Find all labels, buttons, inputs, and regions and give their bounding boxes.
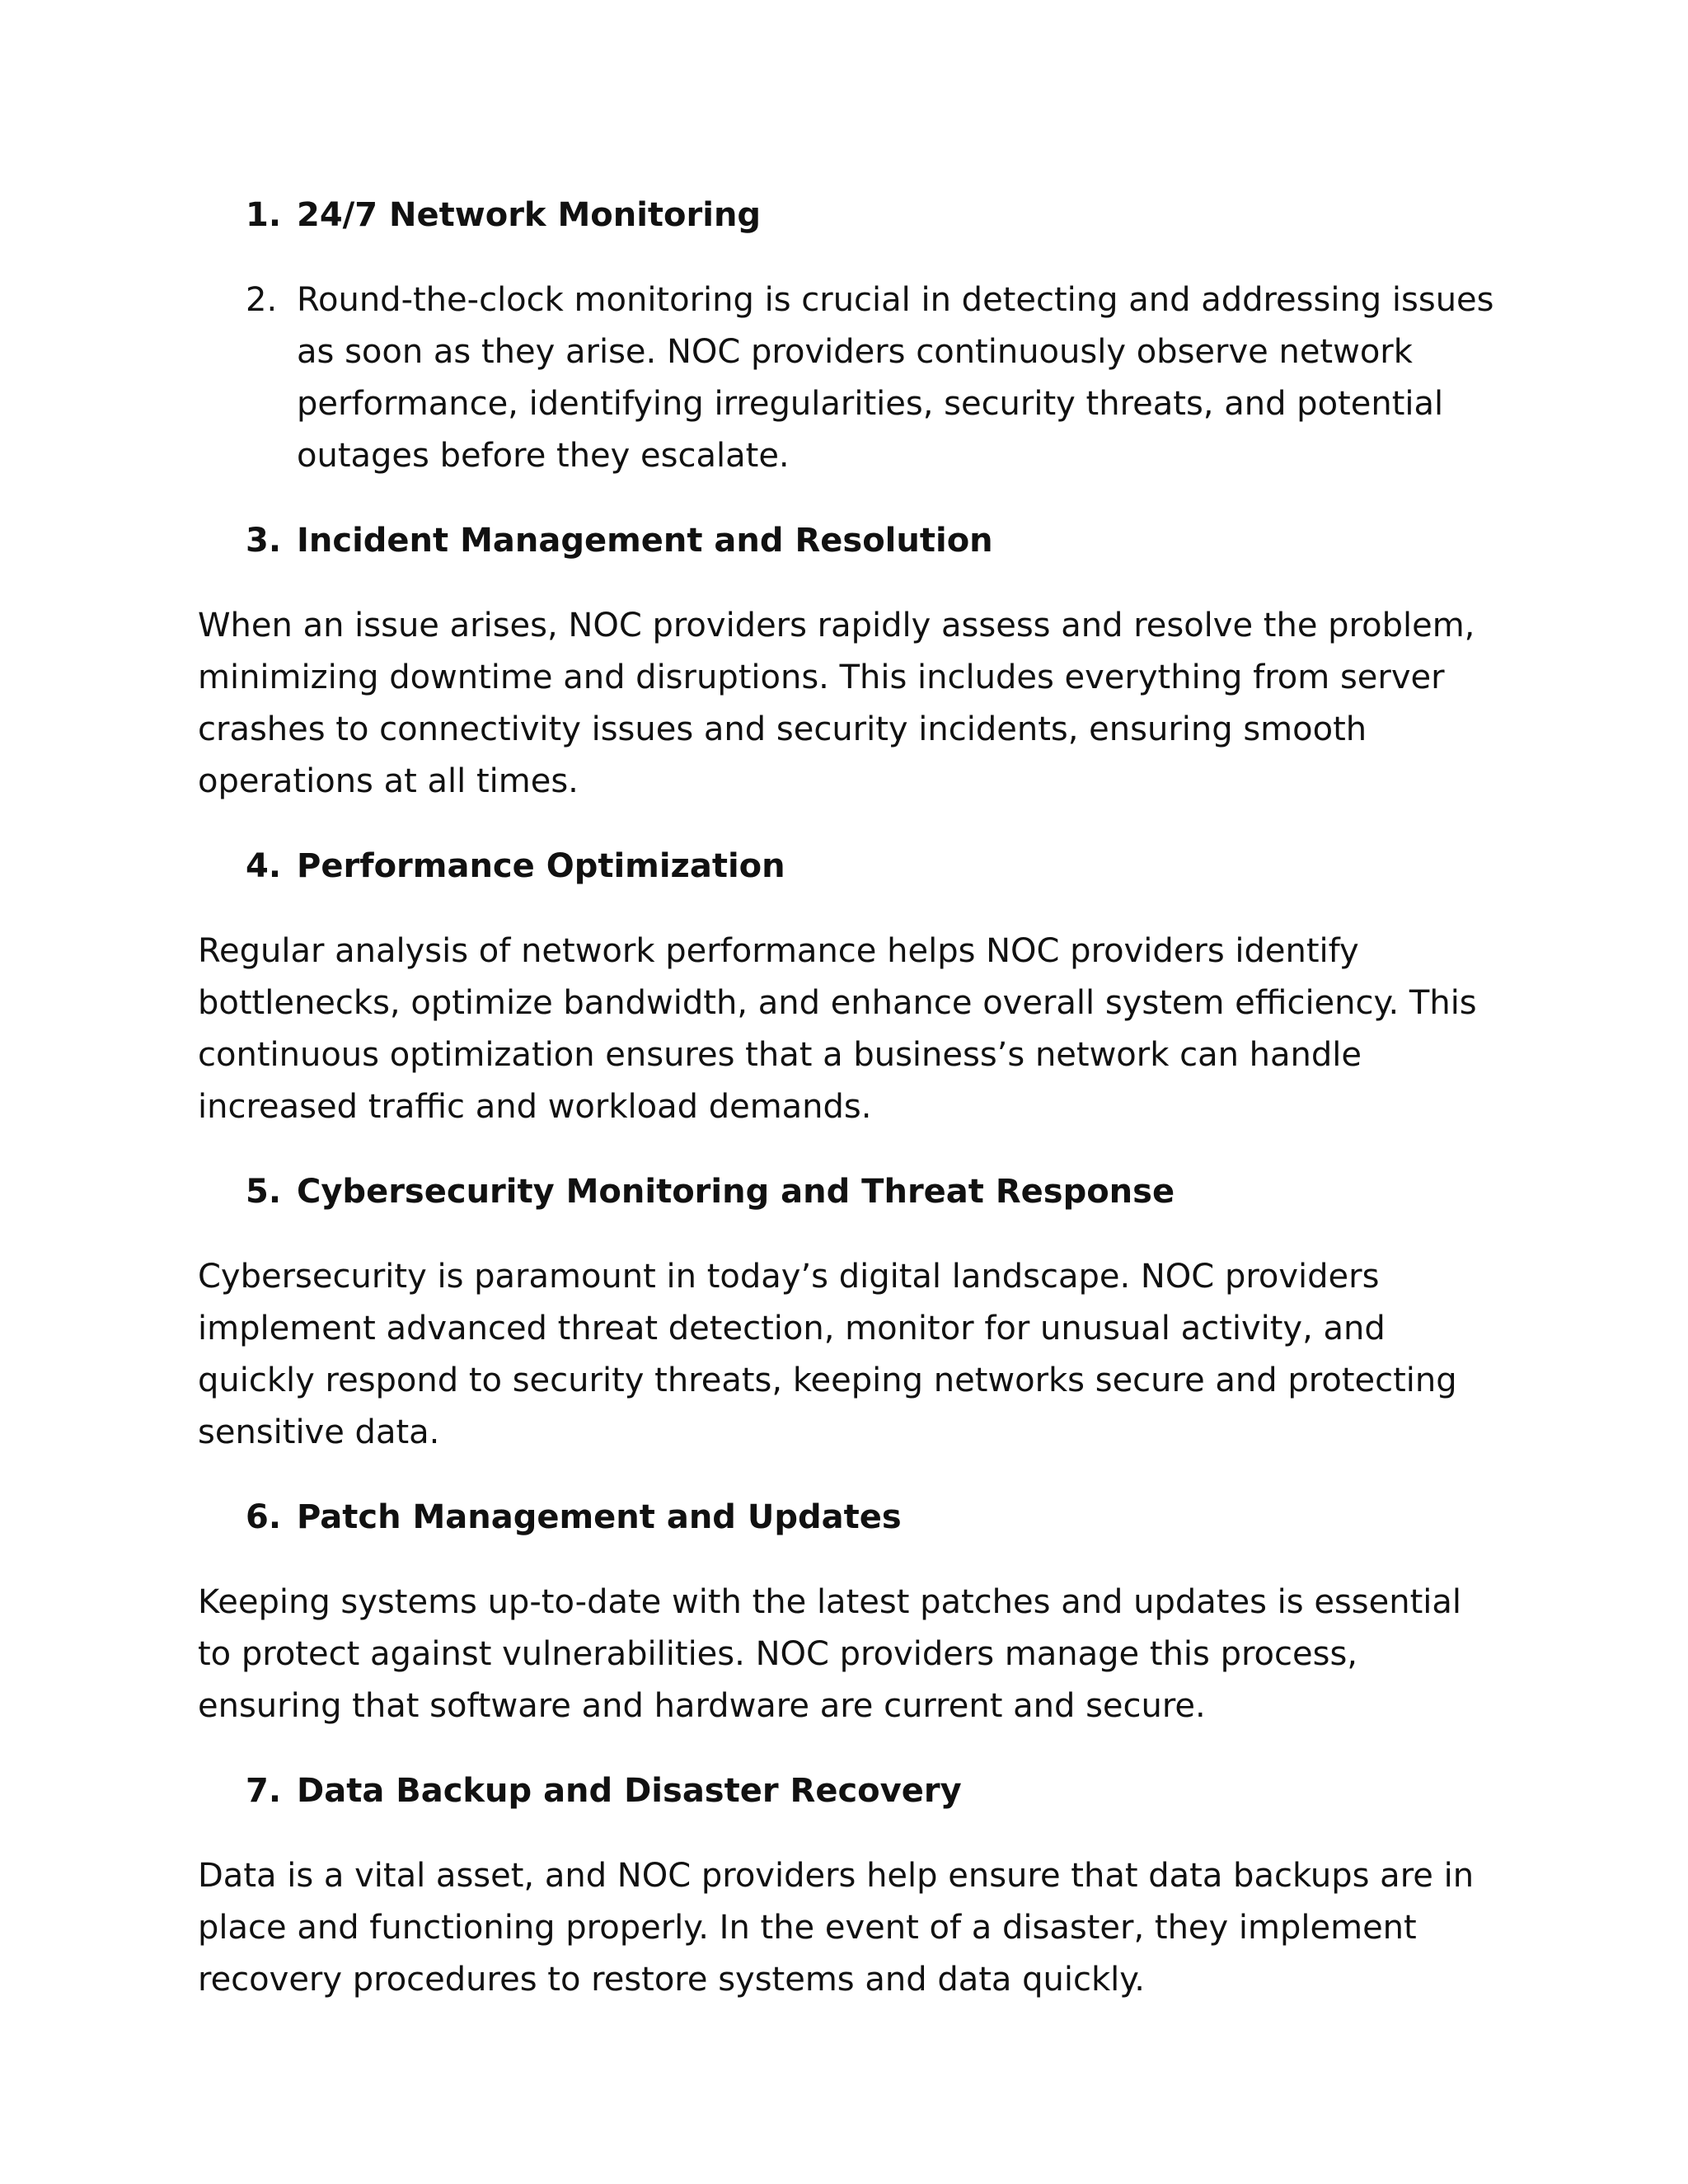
list-number: 1. <box>246 196 282 234</box>
list-item-network-monitoring <box>246 190 1500 241</box>
list-number: 6. <box>246 1498 282 1536</box>
section-heading: Data Backup and Disaster Recovery <box>297 1772 962 1810</box>
section-heading: 24/7 Network Monitoring <box>297 196 762 234</box>
list-item-cybersecurity <box>246 1166 1500 1218</box>
list-item-data-backup <box>246 1765 1500 1817</box>
paragraph-cybersecurity: Cybersecurity is paramount in today’s digital landscape. NOC providers implement advanced threat detection, monitor for unusual activity, and quickly respond to security threats, keeping networks secure and protecting sensitive data. <box>198 1258 1457 1451</box>
document-content <box>198 190 1500 2006</box>
list-number: 7. <box>246 1772 282 1810</box>
section-heading: Performance Optimization <box>297 847 785 885</box>
list-item-patch-management <box>246 1492 1500 1544</box>
list-item-incident-management <box>246 515 1500 567</box>
list-number: 3. <box>246 522 282 560</box>
section-heading: Incident Management and Resolution <box>297 522 993 560</box>
paragraph-patch-management: Keeping systems up-to-date with the latest patches and updates is essential to protect against vulnerabilities. NOC providers manage this process, ensuring that software and hardware are current and secure. <box>198 1583 1461 1725</box>
paragraph-incident-management: When an issue arises, NOC providers rapidly assess and resolve the problem, minimizing downtime and disruptions. This includes everything from server crashes to connectivity issues and security incidents, ensuring smooth operations at all times. <box>198 607 1475 800</box>
list-item-monitoring-description <box>246 274 1500 482</box>
list-item-text: Round-the-clock monitoring is crucial in detecting and addressing issues as soon as they arise. NOC providers continuously observe network performance, identifying irregularities, security threats, and potential outages before they escalate. <box>297 281 1494 475</box>
list-number: 5. <box>246 1173 282 1211</box>
paragraph-data-backup: Data is a vital asset, and NOC providers help ensure that data backups are in place and functioning properly. In the event of a disaster, they implement recovery procedures to restore systems and data quickly. <box>198 1857 1475 1999</box>
section-heading: Cybersecurity Monitoring and Threat Response <box>297 1173 1175 1211</box>
list-number: 4. <box>246 847 282 885</box>
paragraph-performance-optimization: Regular analysis of network performance helps NOC providers identify bottlenecks, optimize bandwidth, and enhance overall system efficiency. This continuous optimization ensures that a business’s network can handle increased traffic and workload demands. <box>198 932 1477 1126</box>
list-item-performance-optimization <box>246 841 1500 893</box>
section-heading: Patch Management and Updates <box>297 1498 902 1536</box>
list-number: 2. <box>246 281 278 319</box>
